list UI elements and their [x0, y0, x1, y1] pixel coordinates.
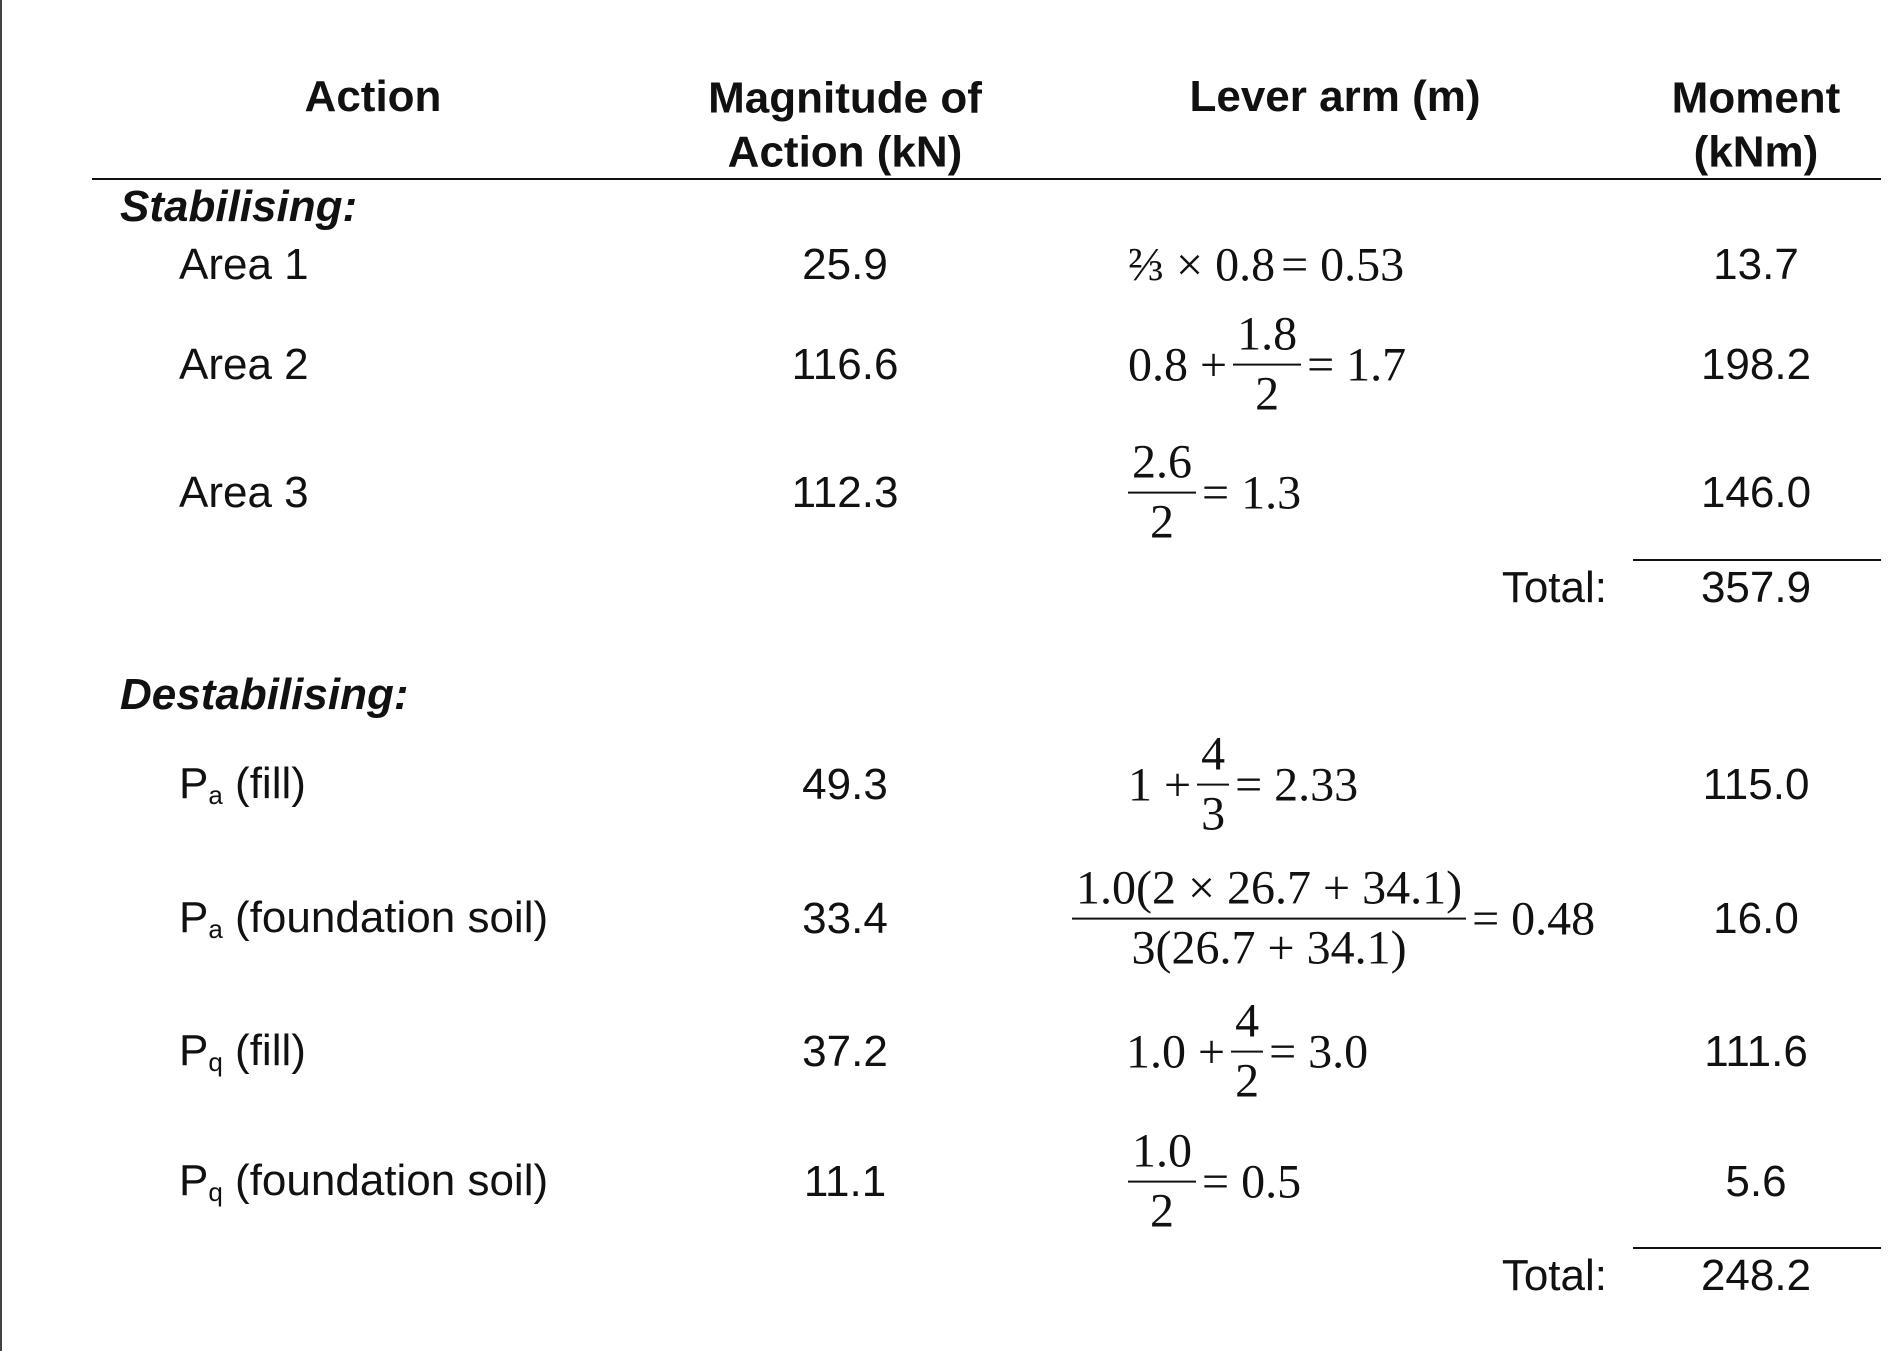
- formula-result: = 3.0: [1269, 1025, 1369, 1079]
- label-main: P: [179, 1156, 209, 1206]
- row-lever-formula: [1122, 1124, 1302, 1238]
- total-label: Total:: [1501, 562, 1607, 612]
- fraction: [1231, 994, 1263, 1108]
- row-moment: 16.0: [1713, 893, 1799, 943]
- row-lever-formula: [1128, 727, 1359, 841]
- fraction-denominator: 3: [1201, 788, 1226, 841]
- fraction: [1128, 435, 1196, 549]
- row-magnitude: 116.6: [791, 339, 899, 389]
- label-main: P: [179, 1026, 209, 1076]
- total-label: Total:: [1501, 1250, 1607, 1300]
- total-divider: [1633, 1247, 1881, 1249]
- row-label: Area 3: [179, 467, 309, 517]
- fraction: [1197, 727, 1229, 841]
- fraction-denominator: 2: [1150, 1185, 1174, 1238]
- header-lever-arm: Lever arm (m): [1189, 72, 1481, 122]
- row-magnitude: 37.2: [802, 1026, 888, 1076]
- section-title-destabilising: Destabilising:: [120, 669, 409, 719]
- row-magnitude: 33.4: [802, 893, 888, 943]
- row-label: [179, 1157, 548, 1207]
- header-moment: [1672, 71, 1841, 178]
- fraction-denominator: 2: [1255, 368, 1280, 421]
- label-subscript: a: [208, 914, 223, 945]
- fraction: [1072, 861, 1466, 975]
- formula-prefix: ⅔ × 0.8: [1128, 238, 1276, 292]
- label-rest: (fill): [222, 1026, 306, 1076]
- row-label: Area 1: [179, 239, 309, 289]
- row-magnitude: 25.9: [802, 239, 888, 289]
- section-title-stabilising: Stabilising:: [120, 181, 358, 231]
- row-moment: 115.0: [1702, 759, 1810, 809]
- fraction-numerator: 1.0(2 × 26.7 + 34.1): [1072, 864, 1466, 920]
- fraction: [1128, 1124, 1196, 1238]
- row-lever-formula: [1128, 307, 1407, 421]
- formula-result: = 0.48: [1472, 892, 1596, 946]
- header-magnitude-line2: Action (kN): [727, 127, 963, 176]
- fraction: [1233, 307, 1301, 421]
- row-moment: 146.0: [1700, 467, 1812, 517]
- fraction-numerator: 4: [1197, 730, 1229, 786]
- label-rest: (foundation soil): [222, 1156, 549, 1206]
- fraction-numerator: 1.0: [1128, 1127, 1196, 1183]
- formula-result: = 0.53: [1281, 238, 1405, 292]
- header-magnitude-line1: Magnitude of: [708, 73, 982, 123]
- formula-result: = 2.33: [1235, 758, 1359, 812]
- label-subscript: a: [208, 780, 223, 811]
- label-subscript: q: [208, 1177, 223, 1208]
- row-moment: 5.6: [1725, 1156, 1787, 1206]
- label-main: P: [179, 893, 209, 943]
- total-destabilising: 248.2: [1700, 1250, 1812, 1300]
- total-stabilising: 357.9: [1700, 562, 1812, 612]
- header-moment-line1: Moment: [1671, 73, 1841, 123]
- fraction-numerator: 1.8: [1233, 310, 1301, 366]
- row-magnitude: 112.3: [791, 467, 899, 517]
- header-moment-line2: (kNm): [1693, 127, 1819, 176]
- row-magnitude: 49.3: [802, 759, 888, 809]
- formula-prefix: 1.0 +: [1126, 1025, 1226, 1079]
- row-lever-formula: [1128, 238, 1410, 293]
- formula-prefix: 0.8 +: [1128, 338, 1228, 392]
- label-rest: (foundation soil): [222, 893, 549, 943]
- fraction-denominator: 2: [1150, 496, 1174, 549]
- formula-result: = 1.3: [1202, 466, 1302, 520]
- row-magnitude: 11.1: [803, 1156, 887, 1206]
- row-lever-formula: [1122, 435, 1302, 549]
- formula-result: = 0.5: [1202, 1155, 1302, 1209]
- row-lever-formula: [1066, 861, 1596, 975]
- header-action: Action: [304, 72, 442, 122]
- header-magnitude: [708, 71, 982, 178]
- row-moment: 111.6: [1704, 1026, 1808, 1076]
- label-subscript: q: [208, 1047, 223, 1078]
- row-moment: 198.2: [1700, 339, 1812, 389]
- row-label: Area 2: [179, 339, 309, 389]
- row-moment: 13.7: [1713, 239, 1799, 289]
- total-divider: [1633, 559, 1881, 561]
- label-rest: (fill): [222, 759, 306, 809]
- formula-prefix: 1 +: [1128, 758, 1192, 812]
- row-label: [179, 760, 306, 810]
- row-label: [179, 894, 548, 944]
- page-left-border: [0, 0, 2, 1351]
- fraction-denominator: 3(26.7 + 34.1): [1131, 922, 1407, 975]
- fraction-numerator: 2.6: [1128, 438, 1196, 494]
- header-divider: [92, 178, 1881, 180]
- row-lever-formula: [1126, 994, 1369, 1108]
- row-label: [179, 1027, 306, 1077]
- fraction-numerator: 4: [1231, 997, 1263, 1053]
- fraction-denominator: 2: [1235, 1055, 1260, 1108]
- label-main: P: [179, 759, 209, 809]
- formula-result: = 1.7: [1307, 338, 1407, 392]
